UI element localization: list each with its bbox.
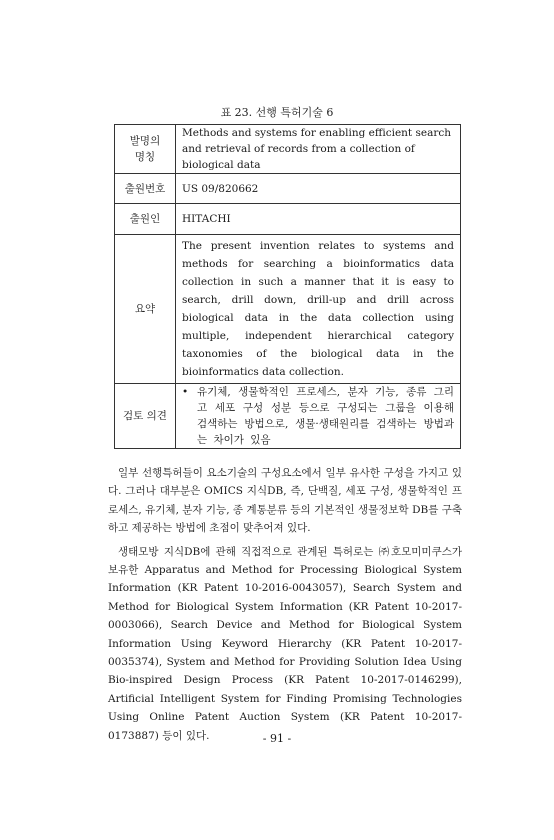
review-item-text: 유기체, 생물학적인 프로세스, 분자 기능, 종류 그리고 세포 구성 성분 등으로 구성되는 그룹을 이용해 검색하는 방법으로, 생물·생태원리를 검색하는 방법과는 차이가 있음 <box>197 386 454 446</box>
application-number-value: US 09/820662 <box>176 174 461 204</box>
review-label: 검토 의견 <box>115 384 176 449</box>
summary-label: 요약 <box>115 235 176 384</box>
paragraph-1: 일부 선행특허들이 요소기술의 구성요소에서 일부 유사한 구성을 가지고 있다. 그러나 대부분은 OMICS 지식DB, 즉, 단백질, 세포 구성, 생물학적인 프로세스, 유기체, 분자 기능, 종 계통분류 등의 기본적인 생물정보학 DB를 구축하고 제공하는 방법에 초점이 맞추어져 있다. <box>108 467 462 535</box>
page-number: - 91 - <box>262 732 292 745</box>
table-row <box>115 235 461 384</box>
table-row <box>115 204 461 235</box>
table-row <box>115 125 461 174</box>
table-row <box>115 384 461 449</box>
table-caption: 표 23. 선행 특허기술 6 <box>220 106 334 119</box>
list-item <box>182 384 454 448</box>
summary-value: The present invention relates to systems and methods for searching a bioinformatics data collection in such a manner that it is easy to search, drill down, drill-up and drill across biological data in the data collection using multiple, independent hierarchical category taxonomies of the biological data in the bioinformatics data collection. <box>182 240 454 378</box>
paragraph-2: 생태모방 지식DB에 관해 직접적으로 관계된 특허로는 ㈜호모미미쿠스가 보유한 Apparatus and Method for Processing Biological System Information (KR Patent 10-2016-0043057), Search System and Method for Biological System Information (KR Patent 10-2017-0003066), Search Device and Method for Biological System Information Using Keyword Hierarchy (KR Patent 10-2017-0035374), System and Method for Providing Solution Idea Using Bio-inspired Design Process (KR Patent 10-2017-0146299), Artificial Intelligent System for Finding Promising Technologies Using Online Patent Auction System (KR Patent 10-2017-0173887) 등이 있다. <box>108 545 462 742</box>
bullet-icon: • <box>182 386 189 398</box>
review-cell <box>176 384 461 449</box>
title-label: 발명의 명칭 <box>115 125 176 174</box>
summary-cell <box>176 235 461 384</box>
review-list <box>182 384 454 448</box>
application-number-label: 출원번호 <box>115 174 176 204</box>
table-row <box>115 174 461 204</box>
prior-patent-table <box>114 124 461 449</box>
title-value: Methods and systems for enabling efficient search and retrieval of records from a collection of biological data <box>176 125 461 174</box>
applicant-value: HITACHI <box>176 204 461 235</box>
body-text <box>108 464 462 750</box>
applicant-label: 출원인 <box>115 204 176 235</box>
